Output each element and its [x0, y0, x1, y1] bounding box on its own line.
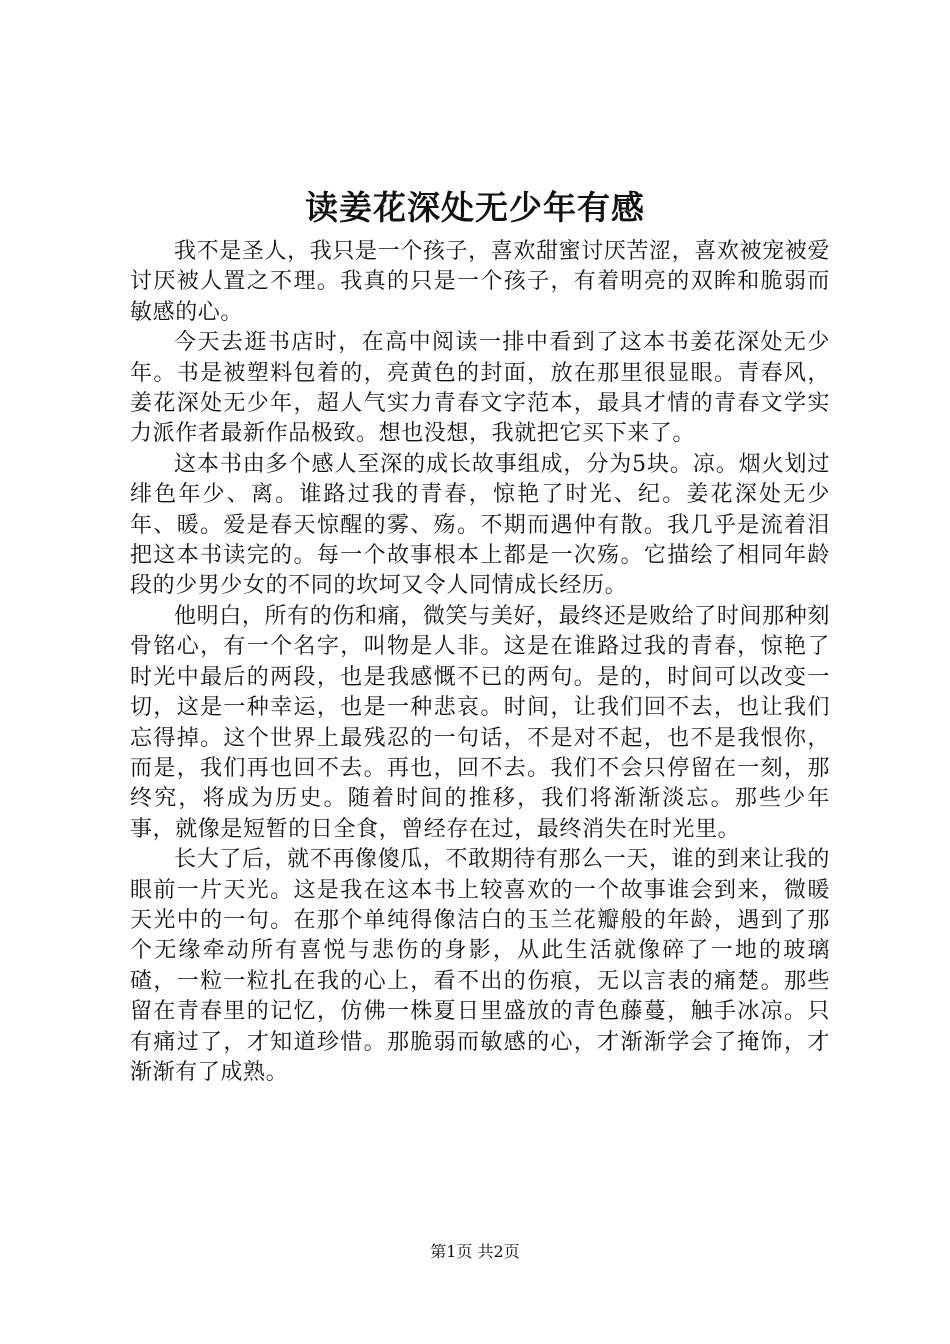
paragraph: 我不是圣人，我只是一个孩子，喜欢甜蜜讨厌苦涩，喜欢被宠被爱讨厌被人置之不理。我真的只是一个孩子，有着明亮的双眸和脆弱而敏感的心。	[130, 239, 830, 325]
paragraph: 他明白，所有的伤和痛，微笑与美好，最终还是败给了时间那种刻骨铭心，有一个名字，叫物是人非。这是在谁路过我的青春，惊艳了时光中最后的两段，也是我感慨不已的两句。是的，时间可以改变一切，这是一种幸运，也是一种悲哀。时间，让我们回不去，也让我们忘得掉。这个世界上最残忍的一句话，不是对不起，也不是我恨你，而是，我们再也回不去。再也，回不去。我们不会只停留在一刻，那终究，将成为历史。随着时间的推移，我们将渐渐淡忘。那些少年事，就像是短暂的日全食，曾经存在过，最终消失在时光里。	[130, 603, 830, 842]
document-title: 读姜花深处无少年有感	[305, 188, 645, 227]
document-body	[130, 237, 830, 1088]
page-footer: 第1页 共2页	[430, 1242, 520, 1261]
paragraph: 长大了后，就不再像傻瓜，不敢期待有那么一天，谁的到来让我的眼前一片天光。这是我在这本书上较喜欢的一个故事谁会到来，微暖天光中的一句。在那个单纯得像洁白的玉兰花瓣般的年龄，遇到了那个无缘牵动所有喜悦与悲伤的身影，从此生活就像碎了一地的玻璃碴，一粒一粒扎在我的心上，看不出的伤痕，无以言表的痛楚。那些留在青春里的记忆，仿佛一株夏日里盛放的青色藤蔓，触手冰凉。只有痛过了，才知道珍惜。那脆弱而敏感的心，才渐渐学会了掩饰，才渐渐有了成熟。	[130, 847, 830, 1085]
paragraph: 今天去逛书店时，在高中阅读一排中看到了这本书姜花深处无少年。书是被塑料包着的，亮黄色的封面，放在那里很显眼。青春风，姜花深处无少年，超人气实力青春文字范本，最具才情的青春文学实力派作者最新作品极致。想也没想，我就把它买下来了。	[130, 330, 830, 447]
paragraph: 这本书由多个感人至深的成长故事组成，分为5块。凉。烟火划过绯色年少、离。谁路过我的青春，惊艳了时光、纪。姜花深处无少年、暖。爱是春天惊醒的雾、殇。不期而遇仲有散。我几乎是流着泪把这本书读完的。每一个故事根本上都是一次殇。它描绘了相同年龄段的少男少女的不同的坎坷又令人同情成长经历。	[130, 451, 830, 599]
